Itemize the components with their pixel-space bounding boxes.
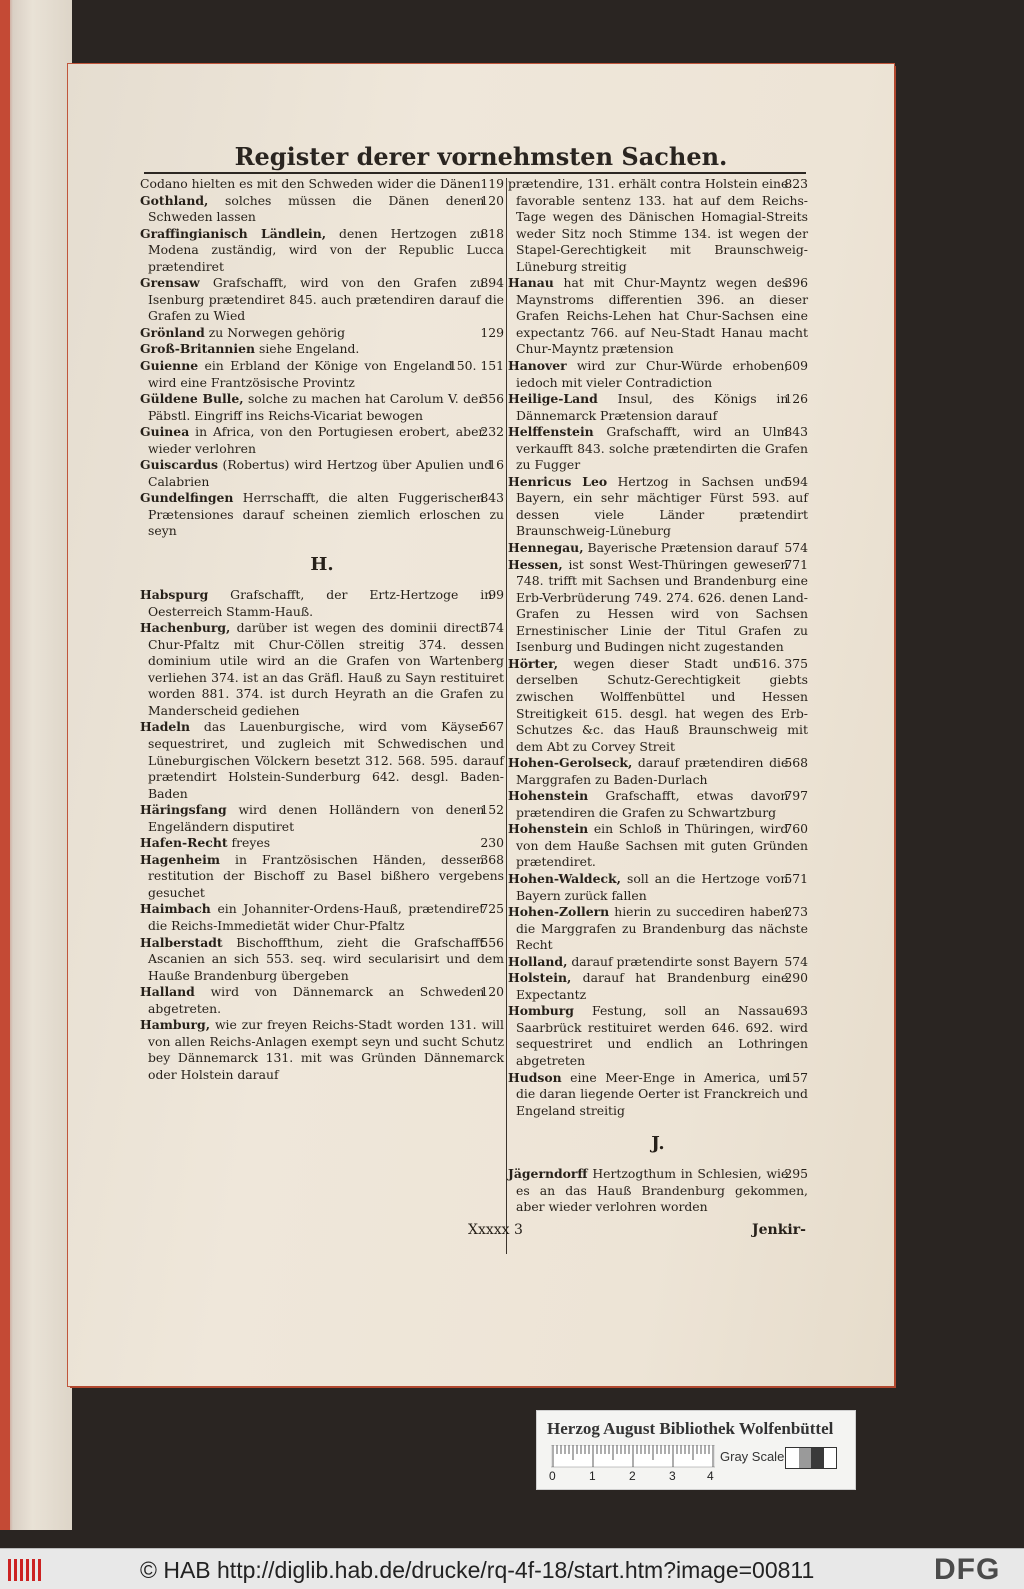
- index-entry: [140, 901, 504, 934]
- entry-page-ref: 725: [480, 901, 504, 917]
- entry-text: darauf prætendirte sonst Bayern: [571, 953, 779, 969]
- index-entry: [140, 176, 504, 193]
- entry-text: Bischoffthum, zieht die Grafschafft Ascanien an sich 553. seq. wird secularisirt und dem Hauße Brandenburg übergeben: [148, 934, 504, 983]
- index-entry: [140, 457, 504, 490]
- entry-text: darauf prætendiren die Marggrafen zu Baden-Durlach: [516, 755, 789, 787]
- index-entry: [140, 226, 504, 276]
- entry-page-ref: 368: [480, 851, 504, 867]
- entry-text: darüber ist wegen des dominii directi Chur-Pfaltz mit Chur-Cöllen streitig 374. dessen dominium utile wird an die Grafen von Wartenberg verliehen 374. ist an das Gräfl. Hauß zu Sayn restituiret worden 881. 374. ist durch Heyrath an die Grafen zu Manderscheid gediehen: [148, 620, 504, 718]
- entry-text: hierin zu succediren haben die Marggrafen zu Brandenburg das nächste Recht: [516, 904, 808, 953]
- index-entry: [140, 1017, 504, 1083]
- entry-headword: Häringsfang: [140, 802, 227, 818]
- entry-page-ref: 232: [480, 424, 504, 440]
- entry-text: wird zur Chur-Würde erhoben, iedoch mit vieler Contradiction: [516, 358, 789, 390]
- entry-page-ref: 616. 375: [752, 655, 808, 671]
- entry-text: in Frantzösischen Händen, dessen restitution der Bischoff zu Basel bißhero vergebens gesuchet: [148, 851, 504, 900]
- index-entry: [508, 176, 808, 275]
- entry-headword: Hagenheim: [140, 851, 221, 867]
- index-entry: [140, 341, 504, 358]
- ruler-number-3: 3: [669, 1469, 676, 1483]
- entry-page-ref: 609: [784, 358, 808, 374]
- entry-headword: Grensaw: [140, 275, 200, 291]
- entry-headword: Hörter,: [508, 655, 559, 671]
- entry-text: ist sonst West-Thüringen gewesen 748. trifft mit Sachsen und Brandenburg eine Erb-Verbrüderung 749. 274. 626. denen Land-Grafen zu Hessen wird von Sachsen Ernestinischer Linie der Titul Grafen zu Isenburg und Budingen nicht zugestanden: [516, 556, 808, 655]
- index-entry: [508, 424, 808, 474]
- entry-page-ref: 157: [784, 1069, 808, 1085]
- right-entries-j: [508, 1166, 808, 1216]
- gray-scale-swatch: [785, 1447, 837, 1469]
- entry-text: Grafschafft, wird an Ulm verkaufft 843. solche prætendirten die Grafen zu Fugger: [516, 424, 808, 473]
- library-name: Herzog August Bibliothek Wolfenbüttel: [547, 1419, 834, 1438]
- entry-text: Codano hielten es mit den Schweden wider die Dänen: [140, 176, 481, 191]
- entry-text: eine Meer-Enge in America, um die daran liegende Oerter ist Franckreich und Engeland streitig: [516, 1069, 808, 1118]
- left-page-edge: [0, 0, 72, 1530]
- index-entry: [508, 954, 808, 971]
- entry-page-ref: 152: [480, 802, 504, 818]
- entry-headword: Helffenstein: [508, 424, 594, 440]
- entry-headword: Güldene Bulle,: [140, 391, 244, 407]
- index-entry: [508, 275, 808, 358]
- index-entry: [140, 935, 504, 985]
- entry-page-ref: 693: [784, 1003, 808, 1019]
- index-entry: [508, 871, 808, 904]
- index-entry: [508, 821, 808, 871]
- entry-headword: Hadeln: [140, 719, 190, 735]
- ruler-number-2: 2: [629, 1469, 636, 1483]
- entry-page-ref: 797: [784, 788, 808, 804]
- entry-page-ref: 843: [784, 424, 808, 440]
- entry-page-ref: 574: [784, 540, 808, 556]
- index-entry: [508, 1070, 808, 1120]
- footer-copyright-url: © HAB http://diglib.hab.de/drucke/rq-4f-18/start.htm?image=00811: [140, 1557, 815, 1583]
- index-entry: [140, 275, 504, 325]
- entry-headword: Habspurg: [140, 587, 209, 603]
- entry-text: solche zu machen hat Carolum V. der Päbstl. Eingriff ins Reichs-Vicariat bewogen: [148, 391, 485, 423]
- entry-text: wird von Dännemarck an Schweden abgetreten.: [148, 984, 485, 1016]
- catchword: Jenkir-: [752, 1222, 806, 1238]
- entry-text: Bayerische Prætension darauf: [587, 540, 778, 556]
- ruler-number-1: 1: [589, 1469, 596, 1483]
- entry-headword: Hafen-Recht: [140, 835, 228, 851]
- entry-text: ein Johanniter-Ordens-Hauß, prætendiret die Reichs-Immedietät wider Chur-Pfaltz: [148, 901, 485, 933]
- entry-page-ref: 119: [480, 176, 504, 191]
- entry-page-ref: 295: [784, 1166, 808, 1182]
- entry-text: Herrschafft, die alten Fuggerischen Prætensiones darauf scheinen ziemlich erloschen zu seyn: [148, 490, 504, 539]
- entry-headword: Hachenburg,: [140, 620, 231, 636]
- index-entry: [140, 852, 504, 902]
- entry-text: Grafschafft, etwas davon prætendiren die Grafen zu Schwartzburg: [516, 788, 789, 820]
- entry-headword: Hamburg,: [140, 1017, 211, 1033]
- entry-page-ref: 230: [480, 835, 504, 851]
- entry-headword: Halland: [140, 984, 195, 1000]
- section-letter-j: J.: [651, 1133, 665, 1155]
- entry-text: denen Hertzogen zu Modena zuständig, wird von der Republic Lucca prætendiret: [148, 225, 504, 274]
- entry-headword: Graffingianisch Ländlein,: [140, 225, 327, 241]
- left-column: [140, 176, 504, 1083]
- dfg-logo: DFG: [934, 1553, 1001, 1586]
- entry-page-ref: 16: [488, 457, 504, 473]
- entry-headword: Henricus Leo: [508, 473, 608, 489]
- entry-text: wird denen Holländern von denen Engeländern disputiret: [148, 802, 485, 834]
- entry-text: Festung, soll an Nassau-Saarbrück restituiret werden 646. 692. wird sequestriret und endlich an Lothringen abgetreten: [516, 1003, 808, 1068]
- entry-page-ref: 594: [784, 473, 808, 489]
- entry-text: freyes: [231, 835, 271, 851]
- entry-text: (Robertus) wird Hertzog über Apulien und Calabrien: [148, 457, 493, 489]
- entry-headword: Hohenstein: [508, 821, 589, 837]
- index-entry: [508, 904, 808, 954]
- index-entry: [140, 424, 504, 457]
- index-entry: [508, 474, 808, 540]
- title-rule: [144, 172, 806, 174]
- entry-page-ref: 771: [784, 556, 808, 572]
- entry-text: wegen dieser Stadt und derselben Schutz-Gerechtigkeit giebts zwischen Wolffenbüttel und Hessen Streitigkeit 615. desgl. hat wegen des Erb-Schutzes &c. das Hauß Braunschweig mit dem Abt zu Corvey Streit: [516, 655, 808, 754]
- entry-headword: Groß-Britannien: [140, 341, 256, 357]
- entry-text: Grafschafft, wird von den Grafen zu Isenburg prætendiret 845. auch prætendiren darauf die Grafen zu Wied: [148, 275, 504, 324]
- index-entry: [140, 620, 504, 719]
- entry-text: Insul, des Königs in Dännemarck Prætension darauf: [516, 391, 789, 423]
- index-entry: [508, 1003, 808, 1069]
- right-entries: [508, 176, 808, 1119]
- index-entry: [508, 1166, 808, 1216]
- footer-bar: [0, 1548, 1024, 1589]
- entry-headword: Hohen-Zollern: [508, 904, 610, 920]
- entry-text: Hertzogthum in Schlesien, wie es an das Hauß Brandenburg gekommen, aber wieder verlohren worden: [516, 1166, 808, 1215]
- entry-page-ref: 290: [784, 970, 808, 986]
- index-entry: [508, 656, 808, 755]
- entry-headword: Hudson: [508, 1069, 562, 1085]
- entry-text: in Africa, von den Portugiesen erobert, aber wieder verlohren: [148, 424, 485, 456]
- gray-scale-label: Gray Scale: [720, 1449, 785, 1464]
- entry-headword: Hanover: [508, 358, 567, 374]
- left-entries: [140, 176, 504, 540]
- entry-headword: Homburg: [508, 1003, 574, 1019]
- entry-page-ref: 843: [480, 490, 504, 506]
- entry-page-ref: 374: [480, 620, 504, 636]
- index-entry: [140, 325, 504, 342]
- entry-text: hat mit Chur-Mayntz wegen des Maynstroms differentien 396. an dieser Grafen Reichs-Lehen hat Chur-Sachsen eine expectantz 766. auf Neu-Stadt Hanau macht Chur-Mayntz prætension: [516, 275, 808, 357]
- index-entry: [508, 970, 808, 1003]
- entry-page-ref: 567: [480, 719, 504, 735]
- ruler-number-0: 0: [549, 1469, 556, 1483]
- index-entry: [140, 193, 504, 226]
- entry-headword: Guiscardus: [140, 457, 219, 473]
- entry-headword: Hohenstein: [508, 788, 589, 804]
- entry-page-ref: 818: [480, 225, 504, 241]
- entry-headword: Halberstadt: [140, 934, 223, 950]
- index-entry: [508, 755, 808, 788]
- entry-headword: Gothland,: [140, 192, 209, 208]
- hab-logo-icon: [6, 1557, 44, 1583]
- entry-page-ref: 99: [488, 587, 504, 603]
- book-page: [68, 64, 894, 1386]
- entry-page-ref: 120: [480, 984, 504, 1000]
- entry-headword: Guienne: [140, 358, 199, 374]
- left-entries-h: [140, 587, 504, 1083]
- signature-mark: Xxxxx 3: [468, 1222, 523, 1238]
- entry-page-ref: 273: [784, 904, 808, 920]
- entry-headword: Jägerndorff: [508, 1166, 588, 1182]
- entry-page-ref: 894: [480, 275, 504, 291]
- entry-text: ein Schloß in Thüringen, wird von dem Hauße Sachsen mit guten Gründen prætendiret.: [516, 821, 808, 870]
- entry-headword: Guinea: [140, 424, 190, 440]
- column-divider: [506, 178, 507, 1254]
- entry-page-ref: 126: [784, 391, 808, 407]
- color-scale-card: [536, 1410, 856, 1490]
- entry-headword: Holland,: [508, 953, 568, 969]
- entry-headword: Holstein,: [508, 970, 572, 986]
- ruler-scale: [551, 1445, 715, 1469]
- entry-page-ref: 120: [480, 192, 504, 208]
- entry-page-ref: 356: [480, 391, 504, 407]
- right-column: [508, 176, 808, 1216]
- entry-page-ref: 556: [480, 934, 504, 950]
- entry-page-ref: 571: [784, 870, 808, 886]
- entry-page-ref: 574: [784, 953, 808, 969]
- index-entry: [508, 391, 808, 424]
- index-entry: [508, 540, 808, 557]
- entry-text: Hertzog in Sachsen und Bayern, ein sehr mächtiger Fürst 593. auf dessen viele Länder prætendirt Braunschweig-Lüneburg: [516, 473, 808, 539]
- index-entry: [140, 490, 504, 540]
- entry-page-ref: 568: [784, 755, 808, 771]
- entry-headword: Gundelfingen: [140, 490, 234, 506]
- entry-headword: Hennegau,: [508, 540, 584, 556]
- entry-text: darauf hat Brandenburg eine Expectantz: [516, 970, 789, 1002]
- entry-page-ref: 150. 151: [448, 358, 504, 374]
- index-entry: [140, 719, 504, 802]
- entry-headword: Hessen,: [508, 556, 563, 572]
- entry-text: siehe Engeland.: [258, 341, 360, 357]
- entry-page-ref: 823: [784, 176, 808, 191]
- entry-text: solches müssen die Dänen denen Schweden lassen: [148, 192, 485, 225]
- entry-page-ref: 129: [480, 324, 504, 340]
- index-entry: [140, 802, 504, 835]
- entry-text: zu Norwegen gehörig: [208, 324, 346, 340]
- index-entry: [508, 358, 808, 391]
- entry-text: wie zur freyen Reichs-Stadt worden 131. will von allen Reichs-Anlagen exempt seyn und sucht Schutz bey Dännemarck 131. mit was Gründen Dännemarck oder Holstein darauf: [148, 1017, 504, 1082]
- index-entry: [140, 391, 504, 424]
- index-entry: [508, 788, 808, 821]
- entry-headword: Hohen-Gerolseck,: [508, 755, 633, 771]
- index-entry: [140, 984, 504, 1017]
- entry-text: soll an die Hertzoge von Bayern zurück fallen: [516, 870, 789, 903]
- entry-page-ref: 760: [784, 821, 808, 837]
- index-entry: [508, 557, 808, 656]
- section-letter-h: H.: [310, 554, 334, 576]
- entry-headword: Haimbach: [140, 901, 211, 917]
- entry-headword: Heilige-Land: [508, 391, 598, 407]
- page-title: Register derer vornehmsten Sachen.: [234, 142, 728, 171]
- entry-headword: Hanau: [508, 275, 554, 291]
- entry-text: ein Erbland der Könige von Engeland wird eine Frantzösische Provintz: [148, 358, 453, 390]
- entry-text: prætendire, 131. erhält contra Holstein eine favorable sentenz 133. hat auf dem Reichs-Tage wegen des Dänischen Homagial-Streits weder Sitz noch Stimme 134. ist wegen der Stapel-Gerechtigkeit mit Braunschweig-Lüneburg streitig: [508, 176, 808, 274]
- index-entry: [140, 358, 504, 391]
- red-page-edge: [0, 0, 10, 1530]
- ruler-number-4: 4: [707, 1469, 714, 1483]
- entry-text: das Lauenburgische, wird vom Käyser sequestriret, und zugleich mit Schwedischen und Lüneburgischen Völckern besetzt 312. 568. 595. darauf prætendirt Holstein-Sunderburg 642. desgl. Baden-Baden: [148, 719, 504, 801]
- index-entry: [140, 587, 504, 620]
- index-entry: [140, 835, 504, 852]
- entry-page-ref: 396: [784, 275, 808, 291]
- entry-headword: Hohen-Waldeck,: [508, 870, 621, 886]
- entry-headword: Grönland: [140, 324, 205, 340]
- entry-text: Grafschafft, der Ertz-Hertzoge in Oesterreich Stamm-Hauß.: [148, 587, 493, 619]
